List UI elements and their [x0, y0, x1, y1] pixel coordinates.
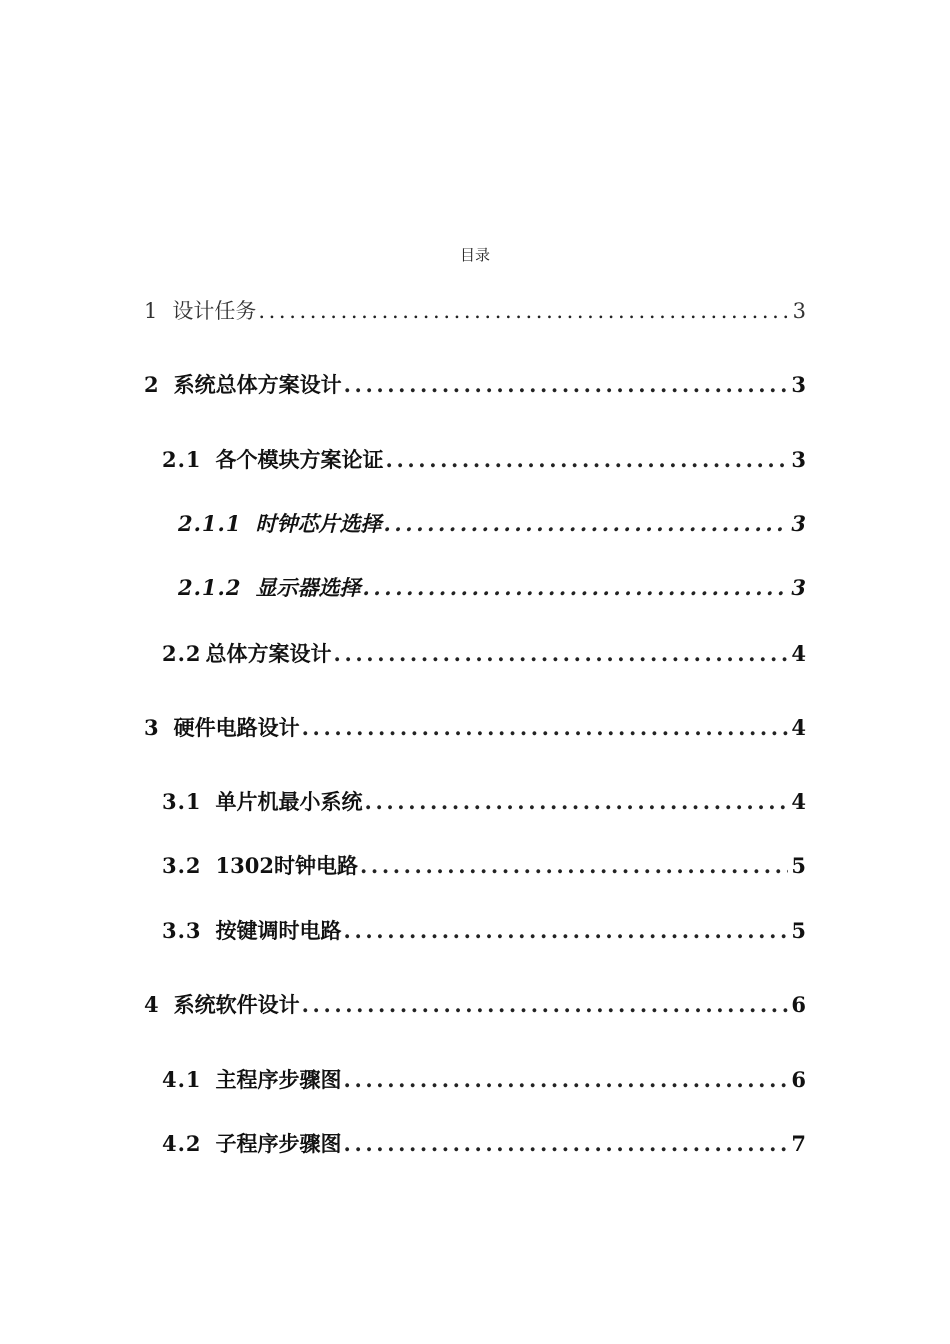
toc-entry-number: 2.1.2 — [178, 575, 242, 600]
toc-entry-label: 时钟芯片选择 — [255, 511, 382, 536]
toc-entry-3-3[interactable] — [0, 916, 950, 950]
toc-entry-label: 硬件电路设计 — [173, 715, 300, 740]
toc-leader-dots — [342, 1065, 789, 1095]
toc-entry-page: 6 — [791, 992, 806, 1017]
toc-leader-dots — [342, 1129, 789, 1159]
toc-leader-dots — [342, 916, 789, 946]
toc-entry-page: 3 — [791, 511, 806, 536]
toc-entry-page: 4 — [791, 789, 806, 814]
toc-entry-page: 5 — [791, 918, 806, 943]
toc-entry-page: 6 — [791, 1067, 806, 1092]
toc-entry-page: 3 — [791, 372, 806, 397]
toc-entry-number: 4 — [144, 992, 160, 1017]
toc-entry-number: 3.2 — [162, 853, 202, 878]
toc-leader-dots — [360, 573, 788, 603]
toc-entry-3-2[interactable] — [0, 851, 950, 885]
toc-entry-label: 设计任务 — [172, 299, 257, 323]
toc-entry-label: 按键调时电路 — [215, 918, 342, 943]
toc-entry-page: 7 — [791, 1131, 806, 1156]
toc-entry-number: 2 — [144, 372, 160, 397]
toc-leader-dots — [300, 713, 789, 743]
toc-entry-number: 2.1.1 — [178, 511, 242, 536]
toc-entry-number: 2.2 — [162, 641, 202, 666]
toc-leader-dots — [358, 851, 788, 881]
toc-entry-page: 3 — [791, 575, 806, 600]
toc-entry-label: 各个模块方案论证 — [215, 447, 384, 472]
toc-entry-label: 1302时钟电路 — [215, 853, 358, 878]
toc-entry-label: 系统总体方案设计 — [173, 372, 342, 397]
toc-title: 目录 — [459, 246, 490, 264]
toc-entry-page: 4 — [791, 715, 806, 740]
toc-leader-dots — [256, 296, 789, 326]
toc-entry-number: 3.1 — [162, 789, 202, 814]
toc-entry-2[interactable] — [0, 370, 950, 404]
toc-leader-dots — [384, 445, 789, 475]
toc-entry-4[interactable] — [0, 990, 950, 1024]
toc-leader-dots — [342, 370, 789, 400]
toc-entry-2-1[interactable] — [0, 445, 950, 479]
toc-entry-number: 3 — [144, 715, 160, 740]
toc-entry-label: 主程序步骤图 — [215, 1067, 342, 1092]
toc-entry-page: 4 — [791, 641, 806, 666]
toc-entry-2-2[interactable] — [0, 639, 950, 673]
toc-entry-label: 单片机最小系统 — [215, 789, 363, 814]
toc-entry-label: 显示器选择 — [255, 575, 361, 600]
toc-entry-number: 1 — [144, 299, 159, 323]
toc-entry-label: 总体方案设计 — [205, 641, 332, 666]
toc-leader-dots — [332, 639, 789, 669]
toc-entry-number: 4.1 — [162, 1067, 202, 1092]
toc-entry-page: 3 — [792, 299, 806, 323]
toc-entry-3[interactable] — [0, 713, 950, 747]
toc-entry-label: 子程序步骤图 — [215, 1131, 342, 1156]
toc-leader-dots — [300, 990, 789, 1020]
toc-entry-label: 系统软件设计 — [173, 992, 300, 1017]
toc-entry-2-1-1[interactable] — [0, 509, 950, 543]
toc-entry-1[interactable] — [0, 296, 950, 330]
toc-leader-dots — [381, 509, 788, 539]
toc-entry-3-1[interactable] — [0, 787, 950, 821]
toc-entry-page: 5 — [791, 853, 806, 878]
toc-entry-4-1[interactable] — [0, 1065, 950, 1099]
toc-entry-number: 2.1 — [162, 447, 202, 472]
toc-leader-dots — [363, 787, 789, 817]
toc-entry-2-1-2[interactable] — [0, 573, 950, 607]
toc-entry-number: 3.3 — [162, 918, 202, 943]
toc-entry-4-2[interactable] — [0, 1129, 950, 1163]
toc-entry-number: 4.2 — [162, 1131, 202, 1156]
toc-entry-page: 3 — [791, 447, 806, 472]
